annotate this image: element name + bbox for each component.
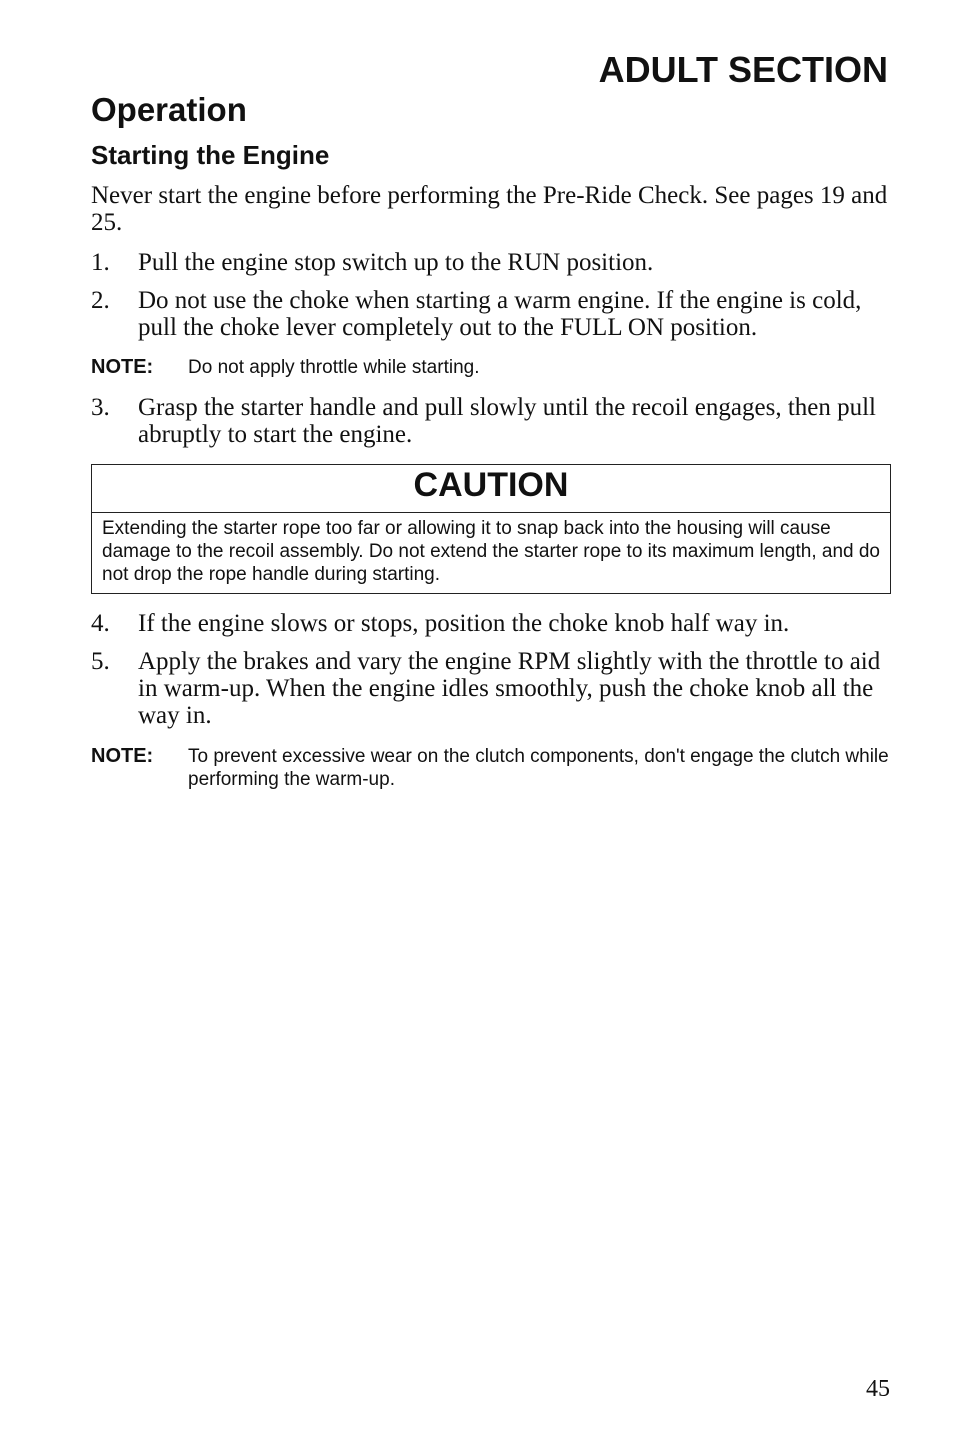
step-1 (91, 249, 891, 276)
note-label: NOTE: (91, 356, 154, 378)
step-text: Apply the brakes and vary the engine RPM slightly with the throttle to aid in warm-up. When the engine idles smoothly, push the choke knob all the way in. (138, 648, 881, 729)
step-text: Pull the engine stop switch up to the RUN position. (138, 249, 654, 276)
note-label: NOTE: (91, 745, 154, 767)
note-2 (91, 745, 891, 791)
step-number: 4. (91, 610, 110, 637)
step-2 (91, 287, 891, 341)
section-title: ADULT SECTION (598, 49, 888, 90)
step-3 (91, 394, 891, 448)
step-4 (91, 610, 891, 637)
intro-paragraph: Never start the engine before performing the Pre-Ride Check. See pages 19 and 25. (91, 182, 888, 236)
note-1 (91, 356, 891, 379)
page-title: Operation (91, 91, 247, 128)
step-number: 3. (91, 394, 110, 421)
step-text: If the engine slows or stops, position the choke knob half way in. (138, 610, 790, 637)
step-number: 1. (91, 249, 110, 276)
step-number: 5. (91, 648, 110, 675)
caution-text: Extending the starter rope too far or allowing it to snap back into the housing will cause damage to the recoil assembly. Do not extend the starter rope to its maximum length, and do not drop the rope handle during starting. (102, 518, 880, 585)
subsection-title: Starting the Engine (91, 140, 330, 170)
step-number: 2. (91, 287, 110, 314)
page-number: 45 (866, 1376, 890, 1402)
caution-heading: CAUTION (92, 465, 890, 513)
note-text: To prevent excessive wear on the clutch components, don't engage the clutch while performing the warm-up. (188, 746, 889, 790)
note-text: Do not apply throttle while starting. (188, 357, 480, 378)
step-text: Do not use the choke when starting a warm engine. If the engine is cold, pull the choke lever completely out to the FULL ON position. (138, 287, 862, 341)
caution-box (91, 464, 891, 594)
step-5 (91, 648, 891, 729)
step-text: Grasp the starter handle and pull slowly until the recoil engages, then pull abruptly to start the engine. (138, 394, 877, 448)
